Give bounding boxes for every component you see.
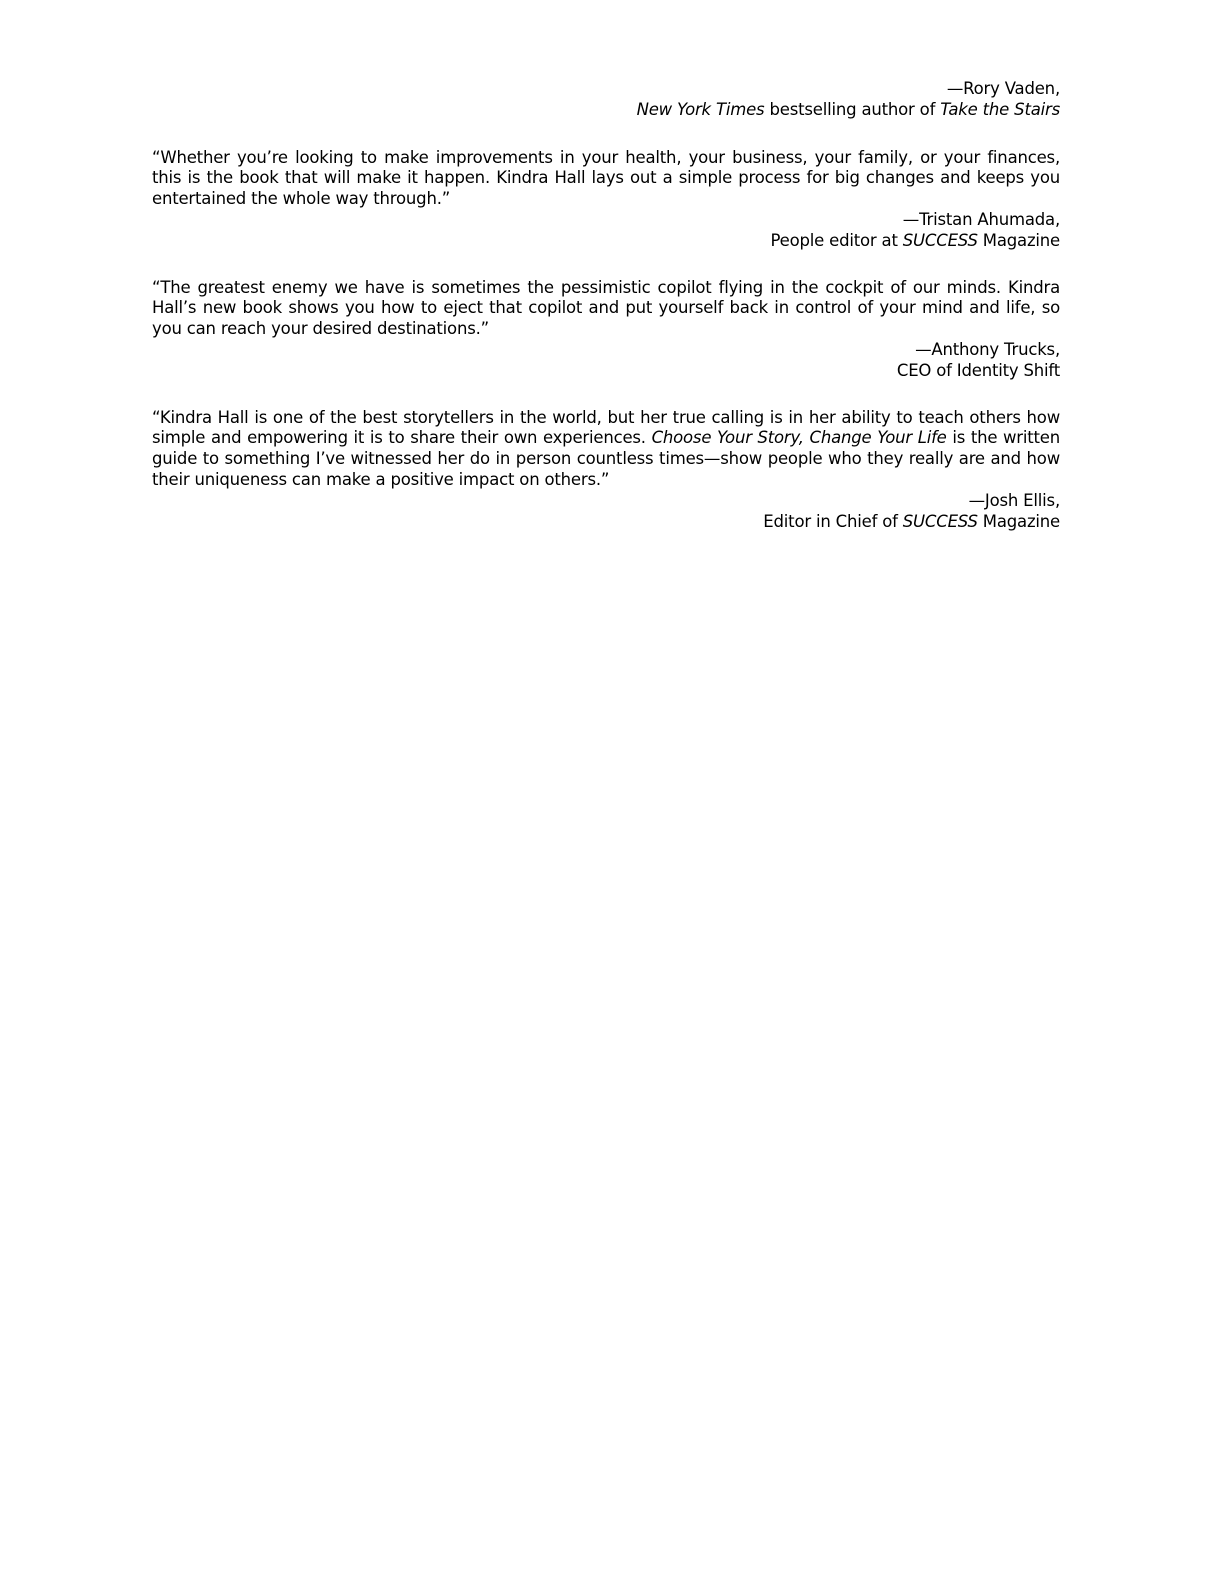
attribution-name: —Rory Vaden,	[946, 79, 1060, 98]
attribution-title-text: Magazine	[977, 511, 1060, 531]
attribution-name: —Josh Ellis,	[968, 490, 1060, 510]
attribution-title-italic: New York Times	[636, 99, 765, 119]
endorsement-anthony-trucks	[152, 278, 1060, 382]
attribution-title	[152, 512, 1060, 533]
attribution-name: —Tristan Ahumada,	[902, 209, 1060, 229]
attribution-title	[152, 231, 1060, 252]
endorsement-quote	[152, 408, 1060, 491]
endorsement-quote-text: is the written guide to something I’ve witnessed her do in person countless times—show people who they really are and how their uniqueness can make a positive impact on others.”	[152, 428, 1061, 489]
attribution-title-italic: Take the Stairs	[940, 99, 1060, 119]
attribution-name: —Anthony Trucks,	[915, 339, 1060, 359]
attribution-title-text: bestselling author of	[764, 99, 941, 119]
book-title-italic: Choose Your Story, Change Your Life	[651, 428, 947, 448]
endorsement-josh-ellis	[152, 408, 1060, 533]
endorsement-tristan-ahumada	[152, 148, 1060, 252]
endorsement-rory-vaden	[152, 79, 1060, 121]
attribution-title-italic: SUCCESS	[902, 511, 978, 531]
attribution-title-text: Editor in Chief of	[763, 511, 903, 531]
attribution-title	[152, 100, 1060, 121]
endorsement-quote-text: “Kindra Hall is one of the best storytellers in the world, but her true calling is in her ability to teach others how simple and empowering it is to share their own experiences.	[152, 407, 1060, 448]
endorsement-quote: “The greatest enemy we have is sometimes the pessimistic copilot flying in the cockpit of our minds. Kindra Hall’s new book shows you how to eject that copilot and put yourself back in control of your mind and life, so you can reach your desired destinations.”	[152, 277, 1060, 339]
attribution-title-text: People editor at	[770, 230, 903, 250]
attribution-title: CEO of Identity Shift	[896, 360, 1060, 380]
endorsements-page	[152, 79, 1060, 558]
attribution-title-text: Magazine	[977, 230, 1060, 250]
endorsement-quote: “Whether you’re looking to make improvements in your health, your business, your family, or your finances, this is the book that will make it happen. Kindra Hall lays out a simple process for big changes and keeps you entertained the whole way through.”	[152, 147, 1060, 209]
attribution-title-italic: SUCCESS	[902, 230, 978, 250]
